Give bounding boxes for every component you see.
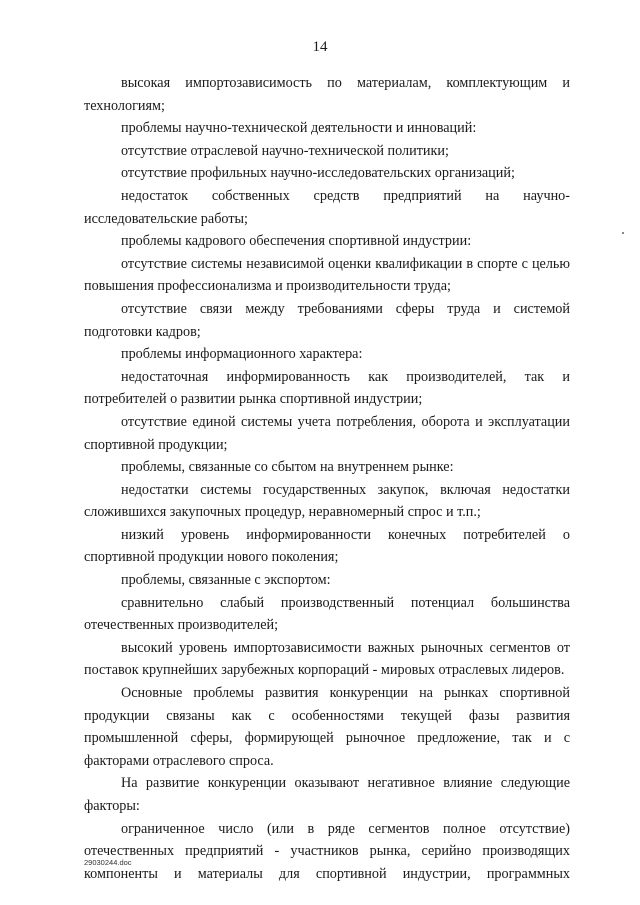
paragraph: проблемы научно-технической деятельности и инноваций: [121, 120, 477, 137]
paragraph: ограниченное число (или в ряде сегментов полное отсутствие) отечественных предприятий - участников рынка, серийно производящих компоненты и материалы для спортивной индустрии, программных [84, 820, 570, 882]
paragraph: проблемы кадрового обеспечения спортивной индустрии: [121, 233, 472, 250]
document-body [84, 72, 570, 885]
paragraph: проблемы, связанные со сбытом на внутреннем рынке: [121, 459, 454, 476]
paragraph: недостатки системы государственных закупок, включая недостатки сложившихся закупочных процедур, неравномерный спрос и т.п.; [84, 481, 570, 521]
paragraph: низкий уровень информированности конечных потребителей о спортивной продукции нового поколения; [84, 526, 570, 566]
paragraph: недостаточная информированность как производителей, так и потребителей о развитии рынка спортивной индустрии; [84, 368, 570, 408]
paragraph: высокая импортозависимость по материалам, комплектующим и технологиям; [84, 75, 570, 114]
document-filename-footer: 29030244.doc [84, 858, 132, 867]
scan-speck [622, 232, 624, 234]
paragraph: отсутствие связи между требованиями сферы труда и системой подготовки кадров; [84, 300, 570, 340]
paragraph: высокий уровень импортозависимости важных рыночных сегментов от поставок крупнейших зарубежных корпораций - мировых отраслевых лидеров. [84, 639, 570, 679]
paragraph: отсутствие единой системы учета потребления, оборота и эксплуатации спортивной продукции; [84, 413, 570, 453]
paragraph: проблемы, связанные с экспортом: [121, 572, 331, 589]
paragraph: Основные проблемы развития конкуренции на рынках спортивной продукции связаны как с особенностями текущей фазы развития промышленной сферы, формирующей рыночное предложение, так и с факторами отраслевого спроса. [84, 685, 570, 769]
page-number: 14 [312, 39, 328, 55]
paragraph: отсутствие профильных научно-исследовательских организаций; [121, 165, 515, 182]
paragraph: отсутствие системы независимой оценки квалификации в спорте с целью повышения профессионализма и производительности труда; [84, 255, 570, 295]
paragraph: недостаток собственных средств предприятий на научно-исследовательские работы; [84, 187, 570, 227]
paragraph: проблемы информационного характера: [121, 346, 363, 363]
paragraph: На развитие конкуренции оказывают негативное влияние следующие факторы: [84, 775, 570, 814]
paragraph: сравнительно слабый производственный потенциал большинства отечественных производителей; [84, 594, 570, 634]
paragraph: отсутствие отраслевой научно-технической политики; [121, 142, 449, 159]
